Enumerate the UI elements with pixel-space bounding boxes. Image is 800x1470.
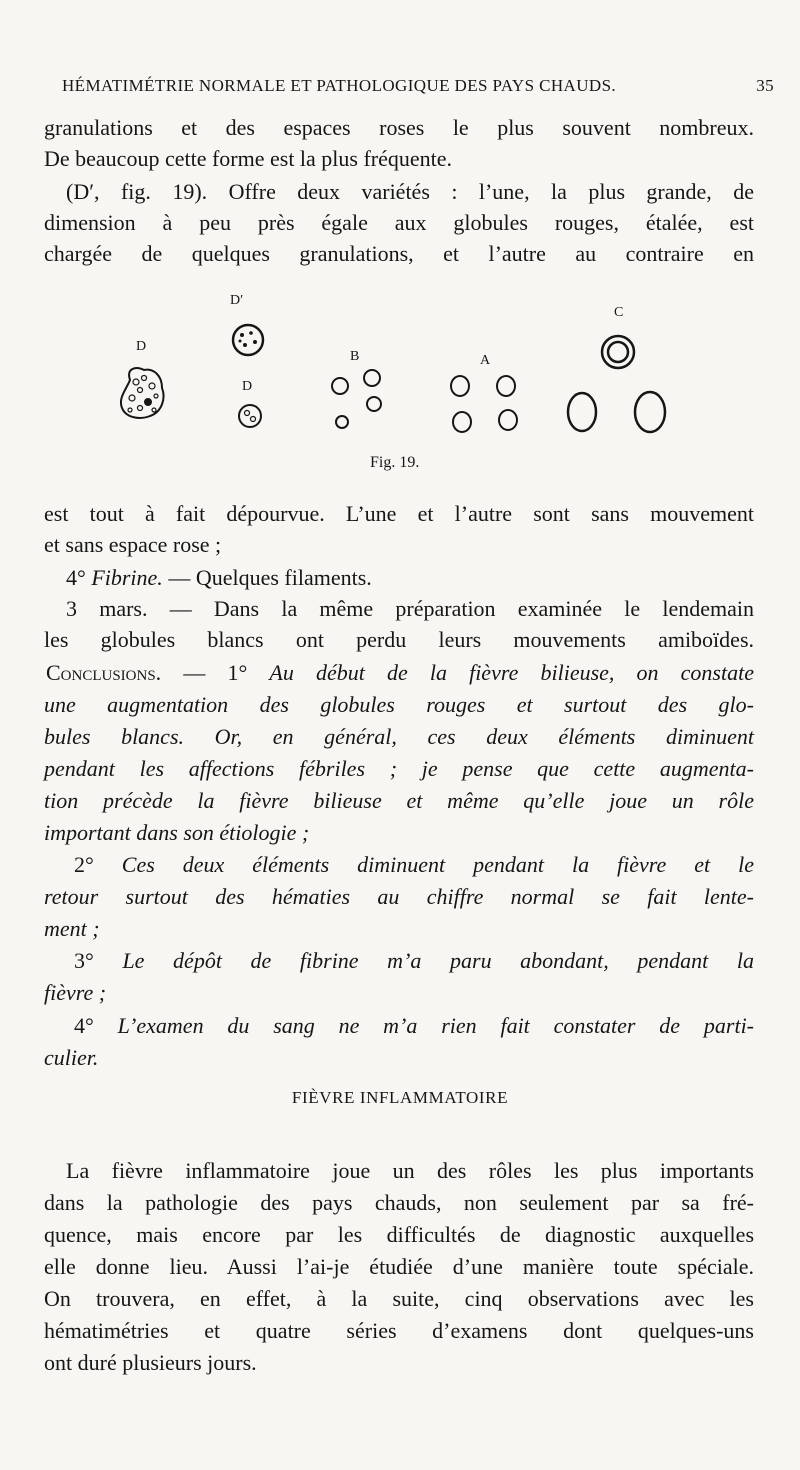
text-line: quence, mais encore par les difficultés de diagnostic auxquelles <box>44 1222 754 1247</box>
running-head <box>62 76 774 96</box>
point-3-text: Le dépôt de fibrine m’a paru abondant, pendant la <box>122 948 755 973</box>
point-4-first-line <box>74 1010 754 1041</box>
cells-c <box>568 336 665 432</box>
conclusions-first-italic: Au début de la fièvre bilieuse, on constate <box>269 660 754 685</box>
figure-19-blood-cells <box>110 290 690 440</box>
text-line: et sans espace rose ; <box>44 532 222 557</box>
text-line: dans la pathologie des pays chauds, non seulement par sa fré- <box>44 1190 754 1215</box>
fibrine-number: 4° <box>66 565 86 590</box>
conclusions-heading: Conclusions. <box>46 660 162 685</box>
fibrine-term: Fibrine. <box>91 565 163 590</box>
cells-b <box>332 370 381 428</box>
cells-a <box>451 376 517 432</box>
fibrine-text: — Quelques filaments. <box>162 565 372 590</box>
text-line: 3 mars. — Dans la même préparation examinée le lendemain <box>66 596 754 621</box>
point-2-first-line <box>74 849 754 880</box>
conclusions-first-line <box>46 657 754 688</box>
point-4-number: 4° <box>74 1013 94 1038</box>
text-line: granulations et des espaces roses le plus souvent nombreux. <box>44 115 754 140</box>
label-d-prime: D′ <box>230 293 244 308</box>
text-line: ment ; <box>44 916 100 941</box>
text-line: culier. <box>44 1045 99 1070</box>
cell-d-prime <box>233 325 263 355</box>
conclusions-prefix: — 1° <box>161 660 270 685</box>
text-line: chargée de quelques granulations, et l’autre au contraire en <box>44 241 754 266</box>
point-4-text: L’examen du sang ne m’a rien fait constater de parti- <box>117 1013 755 1038</box>
point-2-number: 2° <box>74 852 94 877</box>
text-line: De beaucoup cette forme est la plus fréquente. <box>44 146 453 171</box>
figure-caption: Fig. 19. <box>370 454 420 471</box>
cell-d-small <box>239 405 261 427</box>
label-c: C <box>614 305 624 320</box>
text-line: La fièvre inflammatoire joue un des rôles les plus importants <box>66 1158 754 1183</box>
point-3-first-line <box>74 945 754 976</box>
text-line: hématimétries et quatre séries d’examens dont quelques-uns <box>44 1318 754 1343</box>
fibrine-line <box>66 562 754 593</box>
page-number: 35 <box>756 76 774 95</box>
text-line: important dans son étiologie ; <box>44 820 310 845</box>
text-line: dimension à peu près égale aux globules rouges, étalée, est <box>44 210 754 235</box>
label-b: B <box>350 349 360 364</box>
text-line: (D′, fig. 19). Offre deux variétés : l’une, la plus grande, de <box>66 179 754 204</box>
running-head-title: HÉMATIMÉTRIE NORMALE ET PATHOLOGIQUE DES PAYS CHAUDS. <box>62 76 617 95</box>
label-d-left: D <box>136 339 147 354</box>
text-line: elle donne lieu. Aussi l’ai-je étudiée d’une manière toute spéciale. <box>44 1254 754 1279</box>
text-line: retour surtout des hématies au chiffre normal se fait lente- <box>44 884 754 909</box>
text-line: une augmentation des globules rouges et surtout des glo- <box>44 692 754 717</box>
label-d-mid: D <box>242 379 253 394</box>
text-line: On trouvera, en effet, à la suite, cinq observations avec les <box>44 1286 754 1311</box>
label-a: A <box>480 353 491 368</box>
section-title: FIÈVRE INFLAMMATOIRE <box>291 1088 509 1107</box>
point-2-text: Ces deux éléments diminuent pendant la fièvre et le <box>121 852 754 877</box>
text-line: bules blancs. Or, en général, ces deux éléments diminuent <box>44 724 754 749</box>
text-line: les globules blancs ont perdu leurs mouvements amiboïdes. <box>44 627 754 652</box>
large-leukocyte-d <box>121 368 164 418</box>
text-line: est tout à fait dépourvue. L’une et l’autre sont sans mouvement <box>44 501 754 526</box>
text-line: pendant les affections fébriles ; je pense que cette augmenta- <box>44 756 754 781</box>
text-line: tion précède la fièvre bilieuse et même qu’elle joue un rôle <box>44 788 754 813</box>
point-3-number: 3° <box>74 948 94 973</box>
text-line: ont duré plusieurs jours. <box>44 1350 257 1375</box>
text-line: fièvre ; <box>44 980 107 1005</box>
